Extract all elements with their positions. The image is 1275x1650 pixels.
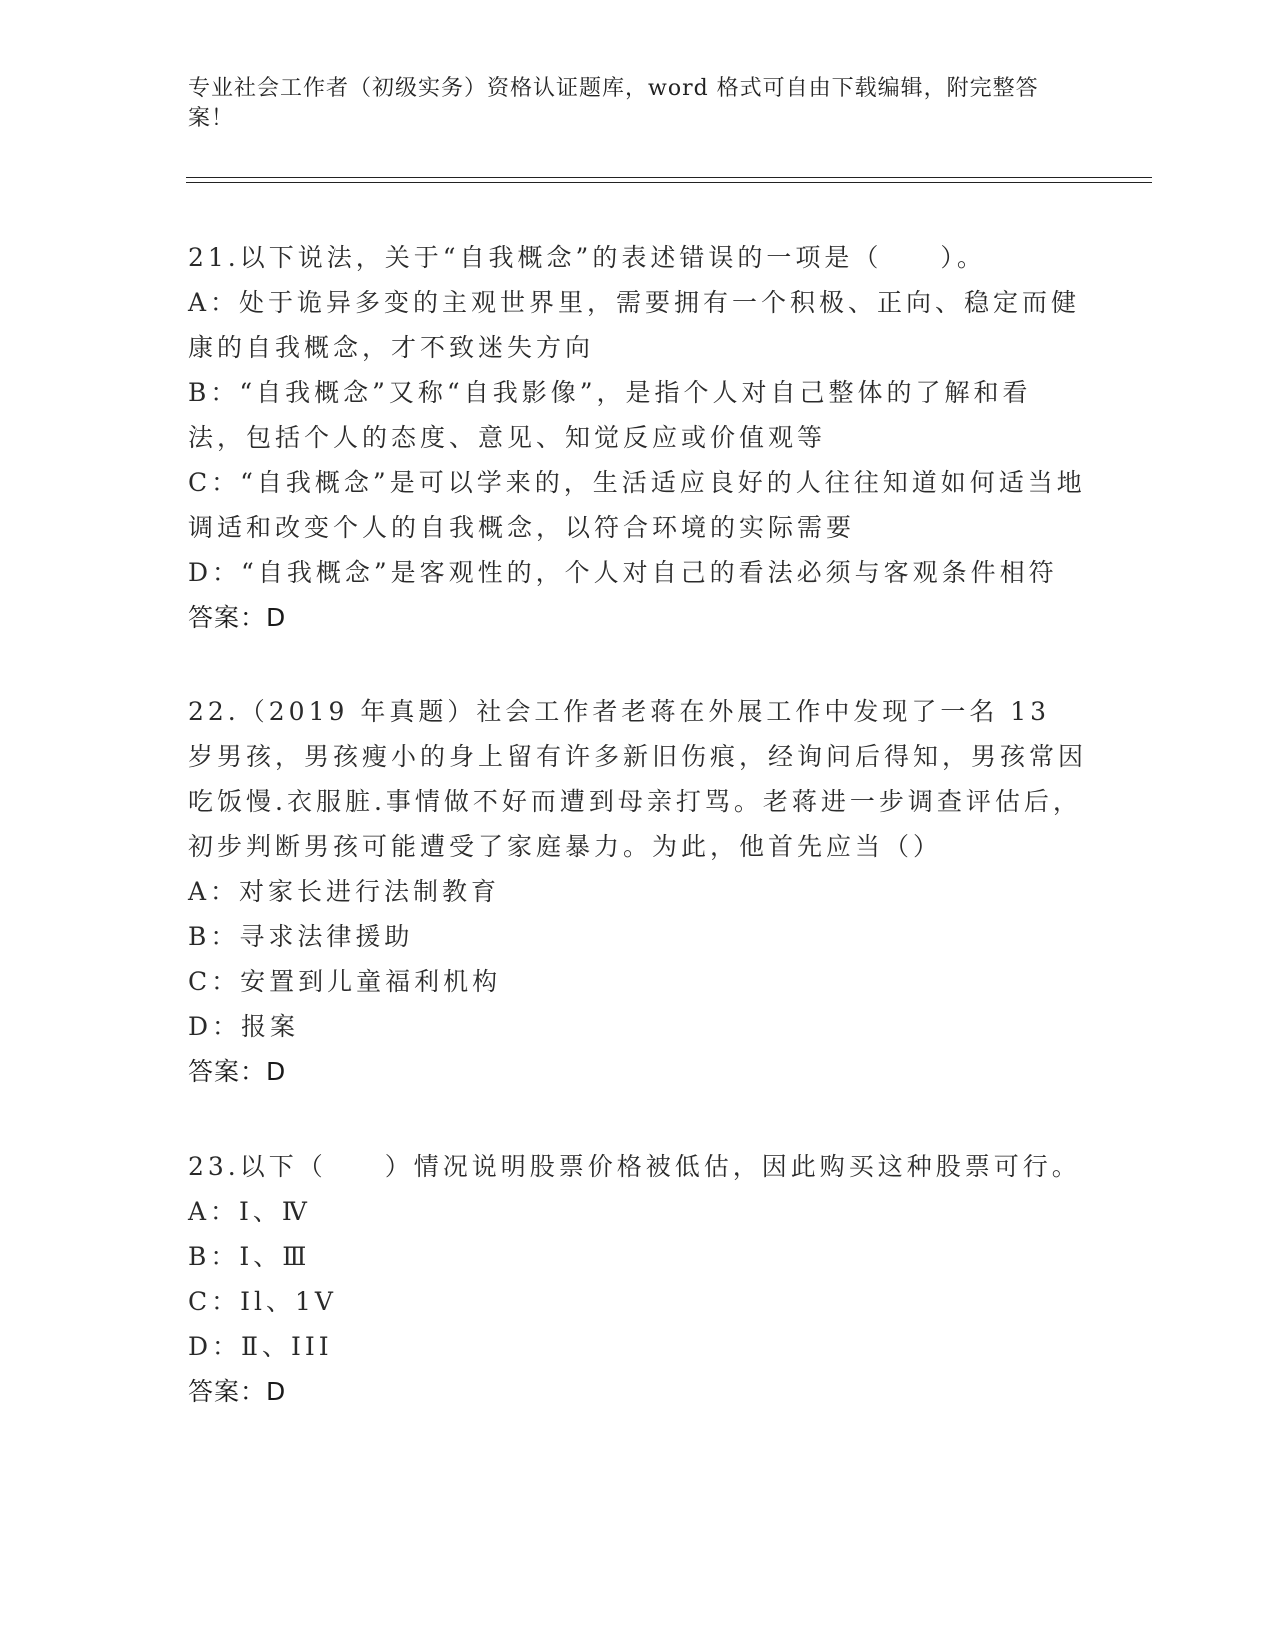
answer-text: 答案：D: [188, 1377, 287, 1406]
option-a: A：Ⅰ、Ⅳ: [188, 1197, 311, 1226]
option-d: D：“自我概念”是客观性的，个人对自己的看法必须与客观条件相符: [188, 558, 1058, 587]
option-b: B：Ⅰ、Ⅲ: [188, 1242, 311, 1271]
question-stem: 22.（2019 年真题）社会工作者老蒋在外展工作中发现了一名 13 岁男孩，男孩瘦小的身上留有许多新旧伤痕，经询问后得知，男孩常因吃饭慢.衣服脏.事情做不好而遭到母亲打骂。老蒋进一步调查评估后，初步判断男孩可能遭受了家庭暴力。为此，他首先应当（）: [188, 697, 1088, 861]
option-d: D：Ⅱ、III: [188, 1332, 333, 1361]
option-b: B：“自我概念”又称“自我影像”，是指个人对自己整体的了解和看法，包括个人的态度、意见、知觉反应或价值观等: [188, 378, 1032, 452]
option-c: C：安置到儿童福利机构: [188, 967, 502, 996]
option-c: C：“自我概念”是可以学来的，生活适应良好的人往往知道如何适当地调适和改变个人的自我概念，以符合环境的实际需要: [188, 468, 1086, 542]
question-stem: 23.以下（ ）情况说明股票价格被低估，因此购买这种股票可行。: [188, 1152, 1081, 1181]
header-rule-bottom: [186, 182, 1152, 183]
answer-text: 答案：D: [188, 603, 287, 632]
question-21: [188, 235, 1088, 640]
header-rule-top: [186, 177, 1152, 178]
option-c: C：Il、1V: [188, 1287, 337, 1316]
document-header: [188, 74, 1068, 134]
option-b: B：寻求法律援助: [188, 922, 414, 951]
option-a: A：处于诡异多变的主观世界里，需要拥有一个积极、正向、稳定而健康的自我概念，才不致迷失方向: [188, 288, 1081, 362]
question-23: [188, 1144, 1088, 1414]
question-stem: 21.以下说法，关于“自我概念”的表述错误的一项是（ ）。: [188, 243, 986, 272]
option-a: A：对家长进行法制教育: [188, 877, 501, 906]
header-text: 专业社会工作者（初级实务）资格认证题库，word 格式可自由下载编辑，附完整答案！: [188, 76, 1039, 131]
answer-text: 答案：D: [188, 1057, 287, 1086]
option-d: D：报案: [188, 1012, 300, 1041]
question-22: [188, 689, 1088, 1094]
